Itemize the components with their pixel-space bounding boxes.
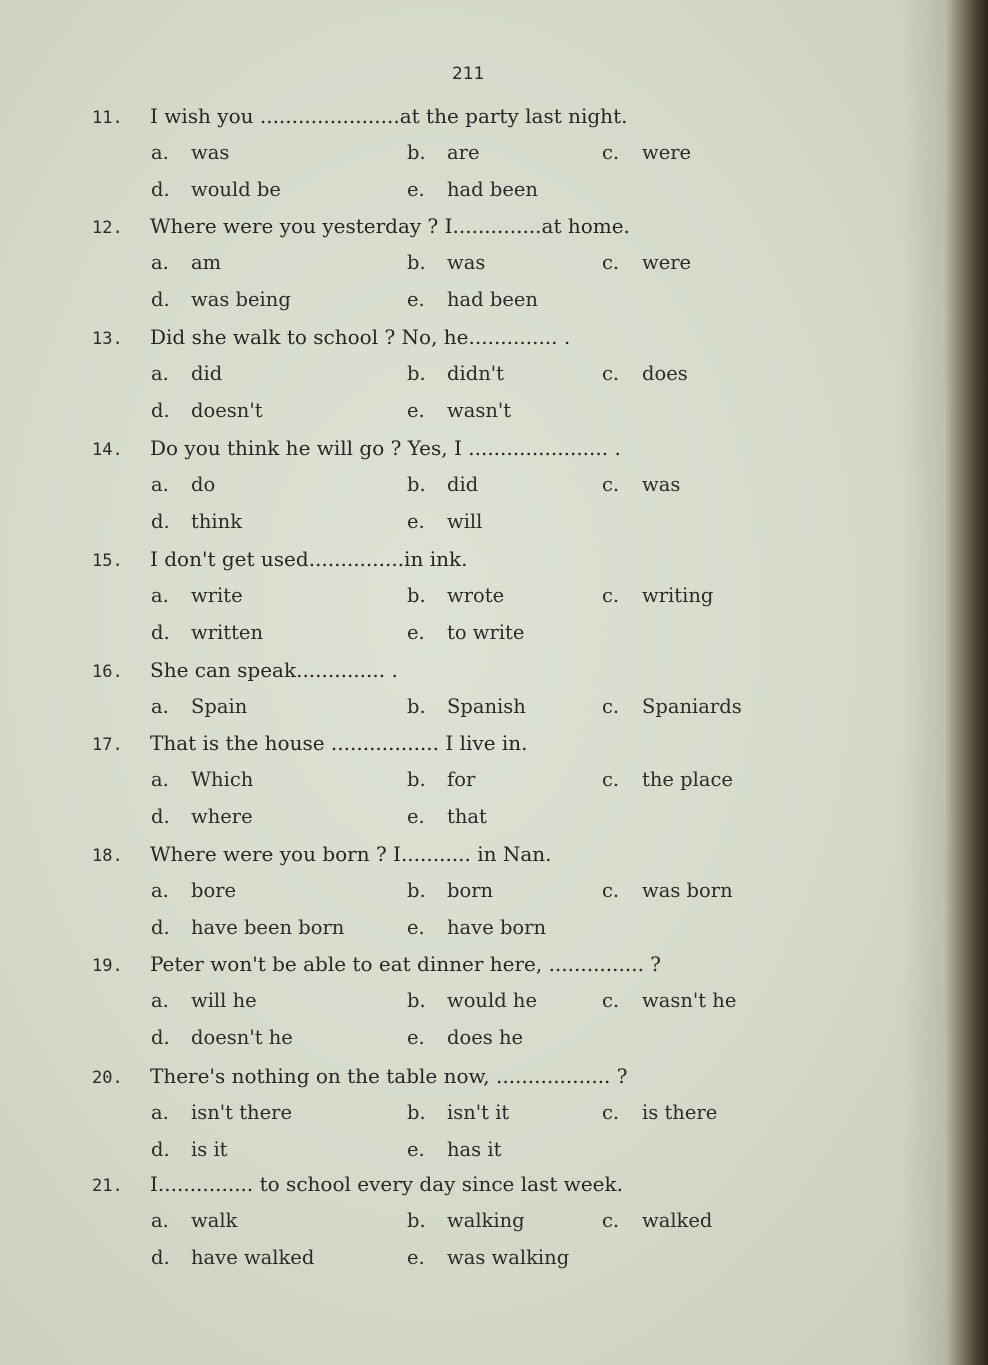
- option-d: [151, 399, 263, 422]
- option-row: [0, 1138, 958, 1170]
- option-text: Spanish: [447, 695, 526, 718]
- option-a: [151, 251, 221, 274]
- option-a: [151, 1209, 237, 1232]
- page-edge: [946, 0, 988, 1365]
- option-letter: b.: [407, 141, 426, 164]
- question-number: 17.: [92, 735, 123, 755]
- question-text: I............... to school every day since last week.: [150, 1172, 623, 1196]
- option-letter: b.: [407, 251, 426, 274]
- page-number: 211: [452, 64, 485, 84]
- option-row: [0, 879, 958, 911]
- option-b: [407, 141, 480, 164]
- option-b: [407, 362, 504, 385]
- option-e: [407, 288, 538, 311]
- option-d: [151, 1026, 293, 1049]
- option-a: [151, 141, 229, 164]
- question-text: She can speak.............. .: [150, 658, 398, 682]
- option-text: have born: [447, 916, 547, 939]
- option-letter: e.: [407, 916, 425, 939]
- option-text: would he: [447, 989, 538, 1012]
- option-row: [0, 1246, 958, 1278]
- option-letter: e.: [407, 399, 425, 422]
- option-c: [602, 768, 733, 791]
- option-text: that: [447, 805, 487, 828]
- option-text: doesn't he: [191, 1026, 293, 1049]
- question-text: Where were you yesterday ? I..............at home.: [150, 214, 630, 238]
- question-line: [0, 952, 958, 984]
- option-letter: d.: [151, 1026, 170, 1049]
- option-a: [151, 473, 215, 496]
- question-line: [0, 547, 958, 579]
- option-text: would be: [191, 178, 281, 201]
- option-text: am: [191, 251, 222, 274]
- question-number: 21.: [92, 1176, 123, 1196]
- option-a: [151, 362, 222, 385]
- question-number: 16.: [92, 662, 123, 682]
- option-letter: b.: [407, 695, 426, 718]
- option-row: [0, 768, 958, 800]
- option-c: [602, 251, 691, 274]
- option-d: [151, 178, 281, 201]
- option-text: is it: [191, 1138, 228, 1161]
- option-b: [407, 768, 475, 791]
- option-text: bore: [191, 879, 237, 902]
- option-text: walked: [642, 1209, 713, 1232]
- option-row: [0, 584, 958, 616]
- question-text: Peter won't be able to eat dinner here, ............... ?: [150, 952, 662, 976]
- option-row: [0, 1026, 958, 1058]
- option-c: [602, 141, 691, 164]
- option-letter: d.: [151, 916, 170, 939]
- option-letter: a.: [151, 584, 169, 607]
- option-c: [602, 1101, 717, 1124]
- option-row: [0, 288, 958, 320]
- option-a: [151, 695, 247, 718]
- option-text: does he: [447, 1026, 524, 1049]
- option-letter: e.: [407, 1246, 425, 1269]
- option-row: [0, 916, 958, 948]
- question-line: [0, 436, 958, 468]
- question-line: [0, 658, 958, 690]
- option-text: are: [447, 141, 480, 164]
- option-letter: b.: [407, 473, 426, 496]
- option-c: [602, 989, 736, 1012]
- option-text: were: [642, 251, 692, 274]
- option-letter: e.: [407, 1138, 425, 1161]
- option-letter: c.: [602, 251, 620, 274]
- option-text: writing: [642, 584, 714, 607]
- option-letter: b.: [407, 584, 426, 607]
- option-e: [407, 621, 524, 644]
- option-text: written: [191, 621, 264, 644]
- option-text: think: [191, 510, 243, 533]
- option-row: [0, 251, 958, 283]
- question-number: 12.: [92, 218, 123, 238]
- option-e: [407, 1246, 569, 1269]
- option-letter: e.: [407, 621, 425, 644]
- question-text: Where were you born ? I........... in Nan.: [150, 842, 552, 866]
- option-letter: c.: [602, 1101, 620, 1124]
- option-text: isn't it: [447, 1101, 510, 1124]
- option-text: wasn't: [447, 399, 512, 422]
- option-c: [602, 879, 733, 902]
- option-text: did: [447, 473, 479, 496]
- question-line: [0, 325, 958, 357]
- option-c: [602, 584, 713, 607]
- option-text: walking: [447, 1209, 525, 1232]
- option-letter: c.: [602, 879, 620, 902]
- question-text: I wish you ......................at the party last night.: [150, 104, 628, 128]
- option-b: [407, 251, 485, 274]
- option-text: Spaniards: [642, 695, 742, 718]
- option-letter: a.: [151, 695, 169, 718]
- option-d: [151, 288, 291, 311]
- option-text: had been: [447, 178, 538, 201]
- option-letter: a.: [151, 1209, 169, 1232]
- option-letter: c.: [602, 989, 620, 1012]
- option-letter: a.: [151, 141, 169, 164]
- question-line: [0, 214, 958, 246]
- option-text: is there: [642, 1101, 718, 1124]
- option-b: [407, 1209, 525, 1232]
- option-a: [151, 989, 257, 1012]
- option-row: [0, 362, 958, 394]
- option-text: had been: [447, 288, 538, 311]
- option-b: [407, 695, 526, 718]
- option-e: [407, 510, 482, 533]
- option-text: was: [191, 141, 230, 164]
- option-d: [151, 1138, 228, 1161]
- option-c: [602, 362, 688, 385]
- question-number: 20.: [92, 1068, 123, 1088]
- option-letter: a.: [151, 473, 169, 496]
- option-row: [0, 989, 958, 1021]
- question-number: 13.: [92, 329, 123, 349]
- option-letter: d.: [151, 1138, 170, 1161]
- option-letter: b.: [407, 768, 426, 791]
- option-text: walk: [191, 1209, 238, 1232]
- option-b: [407, 989, 537, 1012]
- option-c: [602, 473, 680, 496]
- option-b: [407, 1101, 509, 1124]
- option-row: [0, 178, 958, 210]
- option-letter: b.: [407, 1101, 426, 1124]
- option-letter: d.: [151, 510, 170, 533]
- option-letter: d.: [151, 621, 170, 644]
- option-row: [0, 141, 958, 173]
- option-text: have been born: [191, 916, 345, 939]
- option-row: [0, 695, 958, 727]
- option-letter: d.: [151, 178, 170, 201]
- option-text: does: [642, 362, 688, 385]
- option-text: Which: [191, 768, 254, 791]
- option-a: [151, 1101, 292, 1124]
- option-letter: d.: [151, 805, 170, 828]
- option-letter: c.: [602, 141, 620, 164]
- option-letter: b.: [407, 989, 426, 1012]
- option-row: [0, 805, 958, 837]
- option-c: [602, 1209, 712, 1232]
- option-letter: a.: [151, 989, 169, 1012]
- option-e: [407, 1026, 523, 1049]
- question-line: [0, 842, 958, 874]
- question-number: 15.: [92, 551, 123, 571]
- option-text: was: [447, 251, 486, 274]
- option-letter: e.: [407, 805, 425, 828]
- option-a: [151, 879, 236, 902]
- option-text: wrote: [447, 584, 505, 607]
- question-number: 11.: [92, 108, 123, 128]
- option-letter: c.: [602, 768, 620, 791]
- option-text: was walking: [447, 1246, 570, 1269]
- option-text: born: [447, 879, 494, 902]
- option-letter: e.: [407, 178, 425, 201]
- option-d: [151, 510, 242, 533]
- question-text: I don't get used...............in ink.: [150, 547, 468, 571]
- option-text: did: [191, 362, 223, 385]
- option-text: was: [642, 473, 681, 496]
- question-number: 18.: [92, 846, 123, 866]
- option-b: [407, 473, 478, 496]
- option-text: isn't there: [191, 1101, 292, 1124]
- option-text: were: [642, 141, 692, 164]
- option-e: [407, 399, 511, 422]
- option-text: didn't: [447, 362, 504, 385]
- option-text: will: [447, 510, 483, 533]
- question-number: 14.: [92, 440, 123, 460]
- option-letter: a.: [151, 1101, 169, 1124]
- option-row: [0, 473, 958, 505]
- option-b: [407, 584, 504, 607]
- option-d: [151, 621, 263, 644]
- option-b: [407, 879, 493, 902]
- question-text: That is the house ................. I live in.: [150, 731, 528, 755]
- option-a: [151, 584, 243, 607]
- option-d: [151, 805, 253, 828]
- option-letter: b.: [407, 1209, 426, 1232]
- option-letter: a.: [151, 251, 169, 274]
- option-d: [151, 1246, 314, 1269]
- option-text: has it: [447, 1138, 502, 1161]
- option-e: [407, 178, 538, 201]
- option-text: for: [447, 768, 476, 791]
- option-letter: d.: [151, 399, 170, 422]
- option-letter: c.: [602, 1209, 620, 1232]
- option-text: wasn't he: [642, 989, 737, 1012]
- option-text: was born: [642, 879, 733, 902]
- option-letter: d.: [151, 288, 170, 311]
- option-e: [407, 916, 546, 939]
- option-row: [0, 399, 958, 431]
- option-letter: a.: [151, 768, 169, 791]
- option-text: doesn't: [191, 399, 263, 422]
- option-letter: b.: [407, 879, 426, 902]
- option-row: [0, 621, 958, 653]
- question-line: [0, 1172, 958, 1204]
- option-letter: c.: [602, 473, 620, 496]
- option-e: [407, 1138, 501, 1161]
- option-letter: e.: [407, 1026, 425, 1049]
- option-e: [407, 805, 487, 828]
- question-line: [0, 731, 958, 763]
- option-text: have walked: [191, 1246, 315, 1269]
- option-row: [0, 1209, 958, 1241]
- option-d: [151, 916, 344, 939]
- option-text: do: [191, 473, 216, 496]
- question-number: 19.: [92, 956, 123, 976]
- option-c: [602, 695, 742, 718]
- question-line: [0, 104, 958, 136]
- question-text: There's nothing on the table now, .................. ?: [150, 1064, 628, 1088]
- option-letter: c.: [602, 695, 620, 718]
- option-letter: c.: [602, 584, 620, 607]
- question-text: Did she walk to school ? No, he.............. .: [150, 325, 571, 349]
- option-text: will he: [191, 989, 257, 1012]
- option-letter: e.: [407, 288, 425, 311]
- option-letter: b.: [407, 362, 426, 385]
- option-a: [151, 768, 253, 791]
- option-row: [0, 1101, 958, 1133]
- option-row: [0, 510, 958, 542]
- option-text: where: [191, 805, 253, 828]
- option-text: the place: [642, 768, 733, 791]
- option-letter: c.: [602, 362, 620, 385]
- option-letter: a.: [151, 362, 169, 385]
- question-line: [0, 1064, 958, 1096]
- option-text: Spain: [191, 695, 248, 718]
- option-letter: d.: [151, 1246, 170, 1269]
- option-letter: a.: [151, 879, 169, 902]
- option-letter: e.: [407, 510, 425, 533]
- option-text: to write: [447, 621, 525, 644]
- option-text: was being: [191, 288, 291, 311]
- question-text: Do you think he will go ? Yes, I ...................... .: [150, 436, 621, 460]
- option-text: write: [191, 584, 243, 607]
